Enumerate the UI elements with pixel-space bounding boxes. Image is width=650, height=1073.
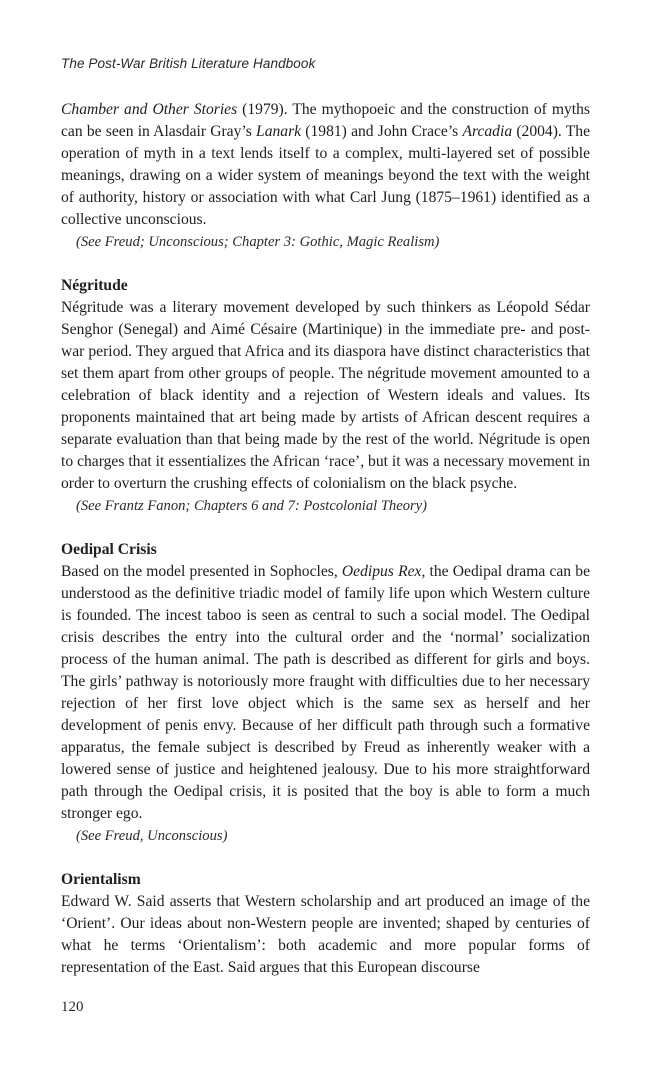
- entry-paragraph: Négritude was a literary movement developed by such thinkers as Léopold Sédar Senghor (Senegal) and Aimé Césaire (Martinique) in the immediate pre- and post-war period. They argued that Africa and its diaspora have distinct characteristics that set them apart from other groups of people. The négritude movement amounted to a celebration of black identity and a rejection of Western ideals and values. Its proponents maintained that art being made by artists of African descent requires a separate evaluation than that being made by the rest of the world. Négritude is open to charges that it essentializes the African ‘race’, but it was a necessary movement in order to overturn the crushing effects of colonialism on the black psyche.: [61, 299, 590, 492]
- entry-orientalism: [61, 869, 590, 979]
- page-body: [61, 99, 590, 979]
- italic-title: Chamber and Other Stories: [61, 101, 238, 118]
- page-number: 120: [61, 999, 84, 1015]
- entry-oedipal-crisis: [61, 539, 590, 847]
- entry-heading: Oedipal Crisis: [61, 541, 157, 558]
- italic-title: Oedipus Rex: [341, 563, 422, 580]
- entry-negritude: [61, 275, 590, 517]
- entry-cross-reference: (See Freud, Unconscious): [76, 828, 228, 844]
- italic-title: Lanark: [256, 123, 302, 140]
- entry-heading: Négritude: [61, 277, 128, 294]
- intro-cross-reference: (See Freud; Unconscious; Chapter 3: Gothic, Magic Realism): [76, 234, 440, 250]
- running-head: The Post-War British Literature Handbook: [61, 56, 316, 71]
- entry-heading: Orientalism: [61, 871, 141, 888]
- entry-cross-reference: (See Frantz Fanon; Chapters 6 and 7: Postcolonial Theory): [76, 498, 428, 514]
- intro-paragraph: Chamber and Other Stories (1979). The mythopoeic and the construction of myths can be seen in Alasdair Gray’s Lanark (1981) and John Crace’s Arcadia (2004). The operation of myth in a text lends itself to a complex, multi-layered set of possible meanings, drawing on a wider system of meanings beyond the text with the weight of authority, history or association with what Carl Jung (1875–1961) identified as a collective unconscious.: [61, 101, 591, 228]
- entry-paragraph: Based on the model presented in Sophocles, Oedipus Rex, the Oedipal drama can be understood as the definitive triadic model of family life upon which Western culture is founded. The incest taboo is seen as central to such a social model. The Oedipal crisis describes the entry into the cultural order and the ‘normal’ socialization process of the human animal. The path is described as different for girls and boys. The girls’ pathway is notoriously more fraught with difficulties due to her necessary rejection of her first love object which is the same sex as herself and her development of penis envy. Because of her difficult path through such a formative apparatus, the female subject is described by Freud as inherently weaker with a lowered sense of justice and heightened jealousy. Due to his more straightforward path through the Oedipal crisis, it is posited that the boy is able to form a much stronger ego.: [61, 563, 590, 822]
- italic-title: Arcadia: [462, 123, 513, 140]
- entry-paragraph: Edward W. Said asserts that Western scholarship and art produced an image of the ‘Orient’. Our ideas about non-Western people are invented; shaped by centuries of what he terms ‘Orientalism’: both academic and more popular forms of representation of the East. Said argues that this European discourse: [61, 893, 590, 976]
